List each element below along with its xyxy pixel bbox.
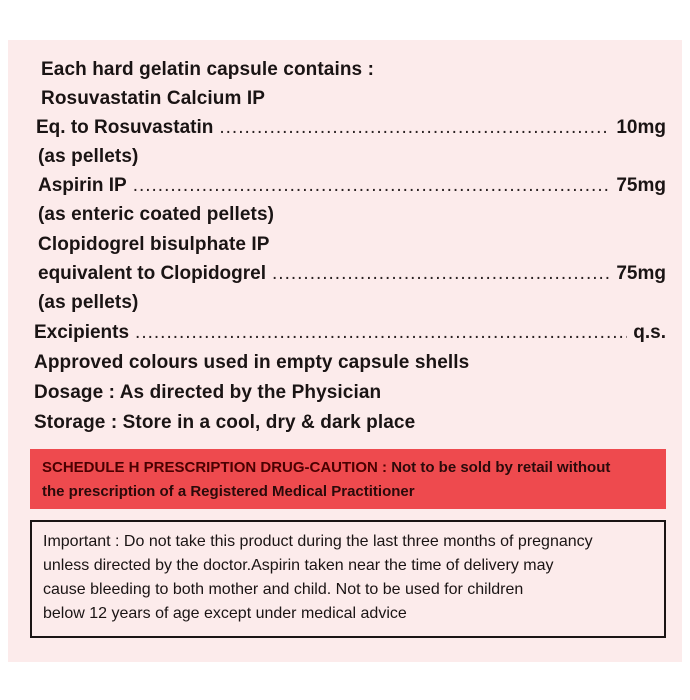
ingredient-label: equivalent to Clopidogrel	[38, 263, 267, 284]
ingredient-label: Aspirin IP	[38, 175, 127, 196]
caution-text: Not to be sold by retail without	[391, 459, 611, 476]
ingredient-amount: 10mg	[616, 117, 666, 138]
leader-dots	[133, 174, 611, 198]
composition-heading: Each hard gelatin capsule contains :	[41, 59, 375, 80]
ingredient-note: (as pellets)	[38, 292, 139, 313]
warning-line: cause bleeding to both mother and child. Not to be used for children	[43, 581, 524, 598]
warning-line: below 12 years of age except under medical advice	[43, 605, 407, 622]
ingredient-amount: q.s.	[633, 322, 666, 343]
ingredient-note: (as pellets)	[38, 146, 139, 167]
dosage-line: Dosage : As directed by the Physician	[34, 382, 382, 403]
ingredient-label: Excipients	[34, 322, 130, 343]
leader-dots	[219, 116, 610, 140]
warning-line: Important : Do not take this product during the last three months of pregnancy	[43, 533, 593, 550]
ingredient-row-aspirin	[38, 174, 666, 198]
leader-dots	[272, 262, 610, 286]
caution-heading: SCHEDULE H PRESCRIPTION DRUG-CAUTION :	[42, 459, 388, 476]
ingredient-amount: 75mg	[616, 263, 666, 284]
ingredient-amount: 75mg	[616, 175, 666, 196]
caution-line-2: the prescription of a Registered Medical Practitioner	[42, 483, 415, 500]
warning-line: unless directed by the doctor.Aspirin taken near the time of delivery may	[43, 557, 554, 574]
colours-note: Approved colours used in empty capsule shells	[34, 352, 470, 373]
ingredient-rosuvastatin-calcium: Rosuvastatin Calcium IP	[41, 88, 266, 109]
ingredient-row-excipients	[34, 321, 666, 345]
leader-dots	[135, 321, 627, 345]
ingredient-row-clopidogrel	[38, 262, 666, 286]
storage-line: Storage : Store in a cool, dry & dark place	[34, 412, 416, 433]
ingredient-label: Eq. to Rosuvastatin	[36, 117, 214, 138]
ingredient-note: (as enteric coated pellets)	[38, 204, 275, 225]
ingredient-row-rosuvastatin	[36, 116, 666, 140]
schedule-h-caution-banner	[30, 449, 666, 509]
caution-line-1	[42, 456, 666, 480]
important-warning-box	[30, 520, 666, 638]
ingredient-clopidogrel-bisulphate: Clopidogrel bisulphate IP	[38, 234, 270, 255]
